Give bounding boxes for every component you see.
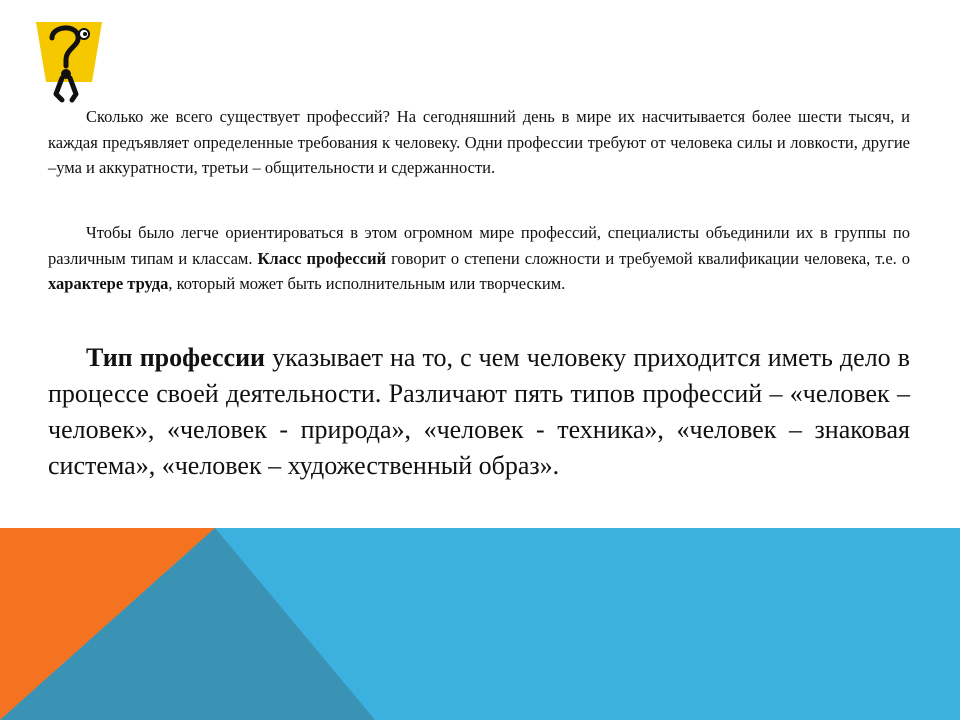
classification-text-1: Чтобы было легче ориентироваться в этом огромном мире профессий, специалисты объединили их в группы по различным типам и классам. [48, 223, 910, 268]
intro-paragraph-text: Сколько же всего существует профессий? На сегодняшний день в мире их насчитывается более шести тысяч, и каждая предъявляет определенные требования к человеку. Одни профессии требуют от человека силы и ловкости, другие –ума и аккуратности, третьи – общительности и сдержанности. [48, 107, 910, 177]
classification-text-3: , который может быть исполнительным или творческим. [168, 274, 566, 293]
profession-type-paragraph [48, 340, 910, 484]
profession-type-text: указывает на то, с чем человеку приходится иметь дело в процессе своей деятельности. Различают пять типов профессий – «человек – человек», «человек - природа», «человек - техника», «человек – знаковая система», «человек – художественный образ». [48, 343, 910, 480]
intro-paragraph [48, 104, 910, 181]
decorative-triangles [0, 528, 960, 720]
work-character-term: характере труда [48, 274, 169, 293]
profession-type-term: Тип профессии [86, 343, 266, 372]
classification-paragraph [48, 220, 910, 297]
classification-text-2: говорит о степени сложности и требуемой квалификации человека, т.е. о [386, 248, 910, 268]
question-mark-character-icon [32, 20, 104, 104]
profession-class-term: Класс профессий [257, 248, 387, 268]
